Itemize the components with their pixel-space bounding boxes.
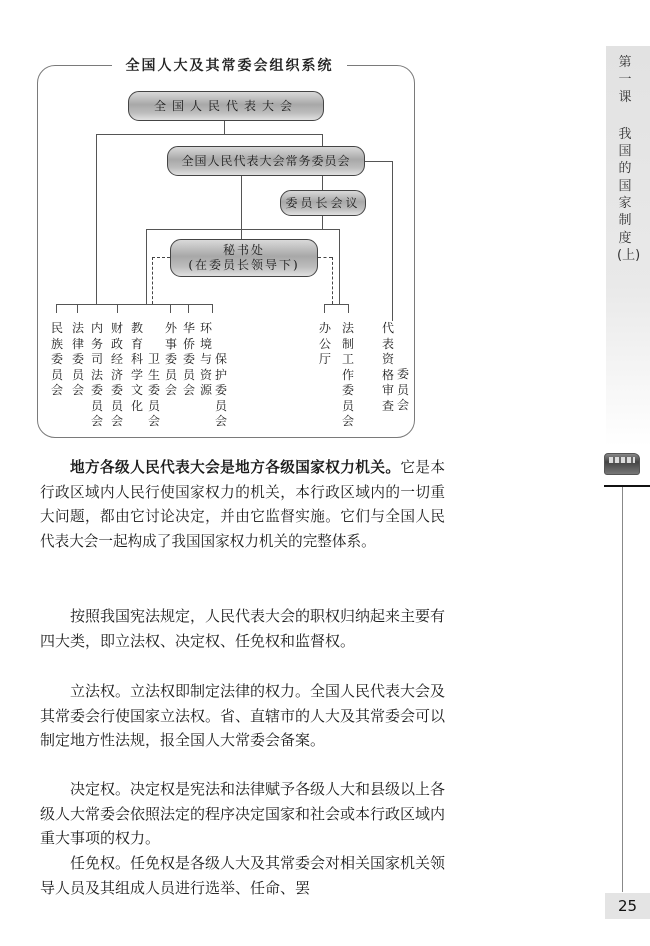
connector <box>324 304 348 305</box>
connector <box>322 216 323 230</box>
paragraph-decision-power <box>40 777 445 851</box>
paragraph-body: 任免权。任免权是各级人大及其常委会对相关国家机关领导人员及其组成人员进行选举、任命、罢 <box>40 854 446 897</box>
dashed-connector <box>152 257 170 258</box>
node-npc <box>128 91 324 121</box>
dashed-connector <box>152 257 153 304</box>
connector <box>224 121 225 134</box>
node-secretariat-line1: 秘书处 <box>222 243 265 257</box>
paragraph-body: 立法权。立法权即制定法律的权力。全国人民代表大会及其常委会行使国家立法权。省、直辖市的人大及其常委会可以制定地方性法规，报全国人大常委会备案。 <box>40 682 446 749</box>
connector <box>212 304 213 313</box>
body-legislative-affairs: 法制工作委员会 <box>341 321 354 428</box>
connector <box>77 304 78 313</box>
node-chairmen-council-label: 委员长会议 <box>285 196 361 210</box>
committee-environment-label-col1: 环境与资源 <box>199 321 212 397</box>
chapter-title: 我国的国家制度(上) <box>617 126 641 263</box>
connector <box>365 161 393 162</box>
committee-credentials-col2: 委员会 <box>396 367 409 412</box>
connector <box>96 134 97 304</box>
connector <box>339 229 340 305</box>
divider <box>622 487 623 892</box>
node-standing-committee-label: 全国人民代表大会常务委员会 <box>181 154 351 168</box>
committee-education-label-col1: 教育科学文化 <box>130 321 143 413</box>
connector <box>96 134 322 135</box>
committee-overseas-chinese: 华侨委员会 <box>182 321 195 397</box>
connector <box>146 229 340 230</box>
committee-foreign-affairs: 外事委员会 <box>164 321 177 397</box>
diagram-title: 全国人大及其常委会组织系统 <box>112 56 347 76</box>
paragraph-lead-bold: 地方各级人民代表大会是地方各级国家权力机关。 <box>70 459 401 476</box>
node-npc-standing-committee <box>167 146 365 176</box>
committee-internal-judicial: 内务司法委员会 <box>90 321 103 428</box>
body-general-office: 办公厅 <box>318 321 331 366</box>
node-chairmen-council <box>280 190 366 216</box>
committee-environment-label-col2: 保护委员会 <box>214 352 227 428</box>
committee-law: 法律委员会 <box>71 321 84 397</box>
lesson-label: 第一课 <box>618 55 632 105</box>
dashed-connector <box>318 257 332 258</box>
node-secretariat <box>170 239 318 277</box>
paragraph-local-congress <box>40 456 445 554</box>
committee-ethnic-affairs: 民族委员会 <box>50 321 63 397</box>
connector <box>146 304 213 305</box>
connector <box>348 304 349 313</box>
connector <box>324 304 325 313</box>
connector <box>188 304 189 313</box>
committee-education-label-col2: 卫生委员会 <box>147 352 160 428</box>
committee-credentials-col1: 代表资格审查 <box>381 321 394 413</box>
connector <box>392 161 393 321</box>
connector <box>117 304 118 313</box>
dashed-connector <box>332 257 333 304</box>
building-icon <box>604 453 640 475</box>
connector <box>170 304 171 313</box>
connector <box>56 304 57 313</box>
paragraph-body: 决定权。决定权是宪法和法律赋予各级人大和县级以上各级人大常委会依照法定的程序决定国家和社会或本行政区域内重大事项的权力。 <box>40 780 446 847</box>
paragraph-four-powers <box>40 604 445 653</box>
committee-financial-economic: 财政经济委员会 <box>110 321 123 428</box>
paragraph-legislative-power <box>40 679 445 753</box>
paragraph-body: 按照我国宪法规定，人民代表大会的职权归纳起来主要有四大类，即立法权、决定权、任免权和监督权。 <box>40 607 446 650</box>
page-number: 25 <box>605 893 650 919</box>
node-npc-label: 全国人民代表大会 <box>153 99 298 113</box>
divider <box>604 485 650 487</box>
chapter-sidebar-text <box>617 54 641 264</box>
connector <box>146 229 147 305</box>
connector <box>322 176 323 191</box>
paragraph-appointment-power <box>40 851 445 900</box>
paragraph-body: 它是本行政区域内人民行使国家权力的机关，本行政区域内的一切重大问题，都由它讨论决定，并由它监督实施。它们与全国人民代表大会一起构成了我国国家权力机关的完整体系。 <box>40 459 445 550</box>
node-secretariat-line2: (在委员长领导下) <box>188 258 300 272</box>
